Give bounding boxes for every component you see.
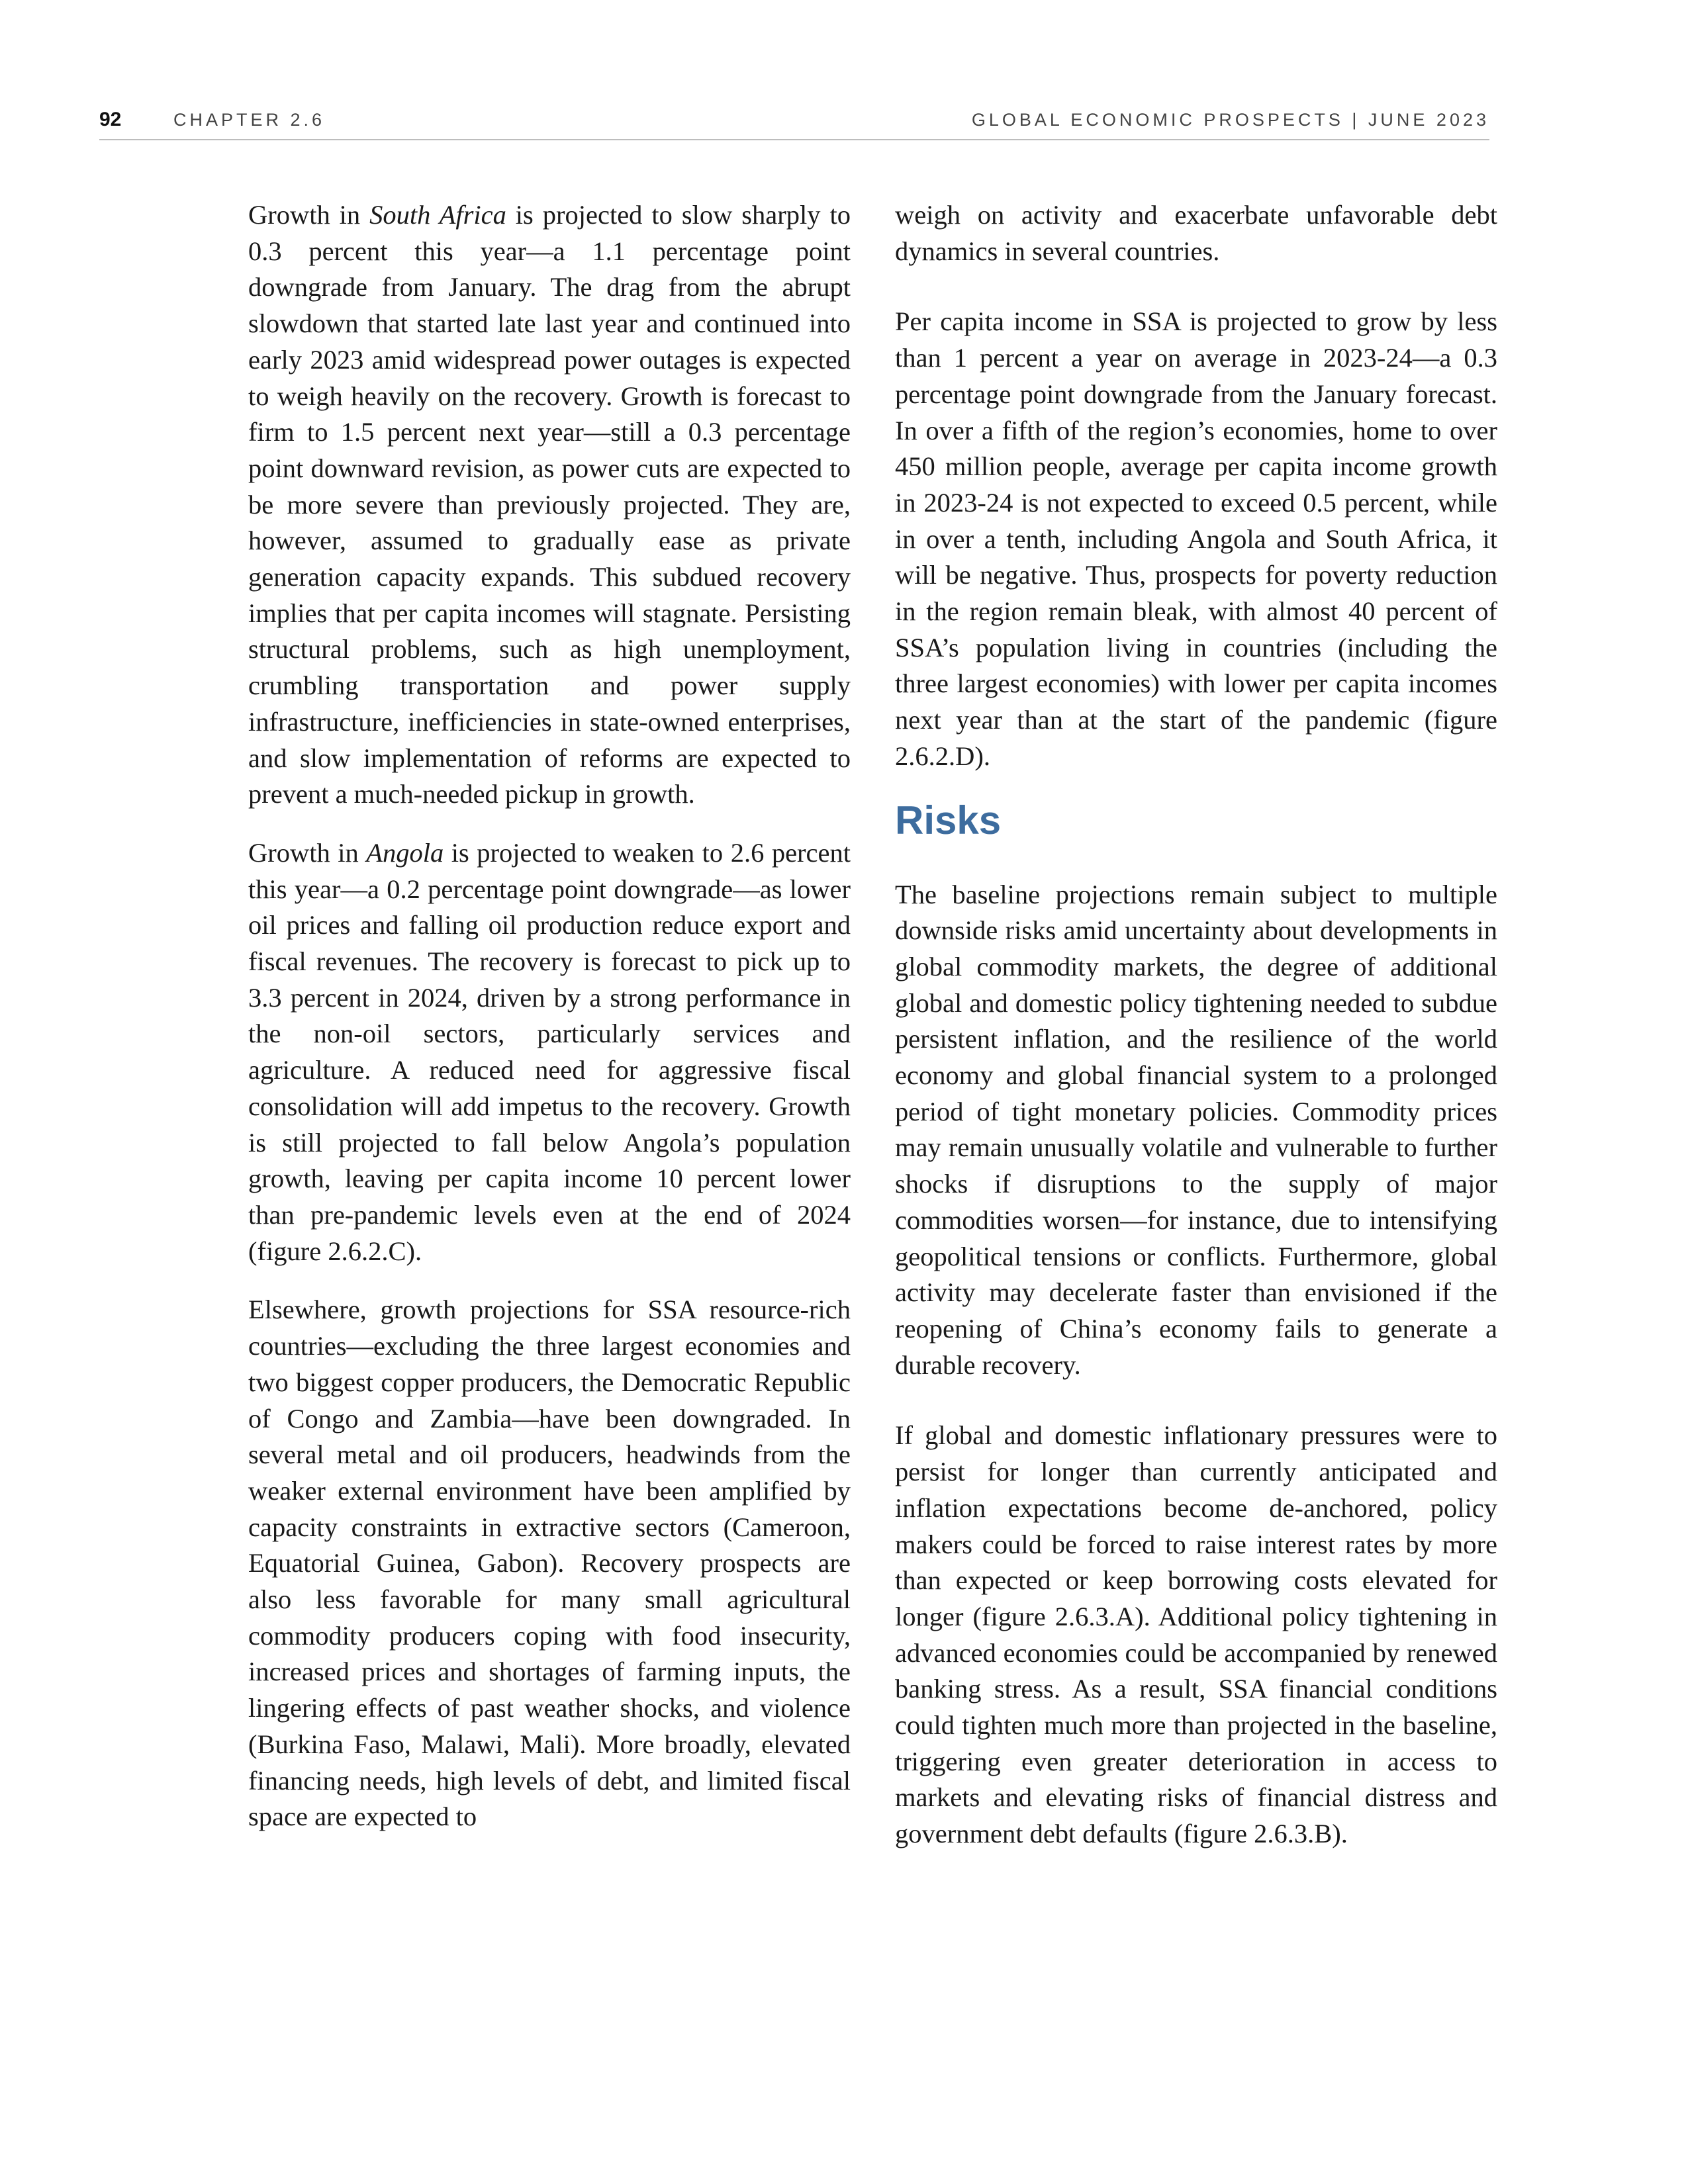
country-name: South Africa [369, 200, 506, 230]
country-name: Angola [366, 837, 444, 868]
section-heading-risks: Risks [895, 797, 1002, 842]
paragraph-risks-baseline: The baseline projections remain subject to multiple downside risks amid uncertainty about developments in global commodity markets, the degree of additional global and domestic policy tightening needed to subdue persistent inflation, and the resilience of the world economy and global financial system to a prolonged period of tight monetary policies. Commodity prices may remain unusually volatile and vulnerable to further shocks if disruptions to the supply of major commodities worsen—for instance, due to intensifying geopolitical tensions or conflicts. Furthermore, global activity may decelerate faster than envisioned if the reopening of China’s economy fails to generate a durable recovery. [895, 879, 1497, 1380]
chapter-label: CHAPTER 2.6 [173, 110, 326, 130]
right-column [895, 197, 1497, 1875]
left-column [248, 197, 851, 1858]
page-header [99, 99, 1489, 140]
page-number: 92 [99, 109, 122, 130]
paragraph-south-africa: Growth in South Africa is projected to slow sharply to 0.3 percent this year—a 1.1 percentage point downgrade from January. The drag from the abrupt slowdown that started late last year and continued into early 2023 amid widespread power outages is expected to weigh heavily on the recovery. Growth is forecast to firm to 1.5 percent next year—still a 0.3 percentage point downward revision, as power cuts are expected to be more severe than previously projected. They are, however, assumed to gradually ease as private generation capacity expands. This subdued recovery implies that per capita incomes will stagnate. Persisting structural problems, such as high unemployment, crumbling transportation and power supply infrastructure, inefficiencies in state-owned enterprises, and slow implementation of reforms are expected to prevent a much-needed pickup in growth. [248, 200, 851, 809]
paragraph-continuation: weigh on activity and exacerbate unfavorable debt dynamics in several countries. [895, 200, 1497, 266]
paragraph-resource-rich: Elsewhere, growth projections for SSA resource-rich countries—excluding the three largest economies and two biggest copper producers, the Democratic Republic of Congo and Zambia—have been downgraded. In several metal and oil producers, headwinds from the weaker external environment have been amplified by capacity constraints in extractive sectors (Cameroon, Equatorial Guinea, Gabon). Recovery prospects are also less favorable for many small agricultural commodity producers coping with food insecurity, increased prices and shortages of farming inputs, the lingering effects of past weather shocks, and violence (Burkina Faso, Malawi, Mali). More broadly, elevated financing needs, high levels of debt, and limited fiscal space are expected to [248, 1295, 851, 1832]
paragraph-angola: Growth in Angola is projected to weaken to 2.6 percent this year—a 0.2 percentage point downgrade—as lower oil prices and falling oil production reduce export and fiscal revenues. The recovery is forecast to pick up to 3.3 percent in 2024, driven by a strong performance in the non-oil sectors, particularly services and agriculture. A reduced need for aggressive fiscal consolidation will add impetus to the recovery. Growth is still projected to fall below Angola’s population growth, leaving per capita income 10 percent lower than pre-pandemic levels even at the end of 2024 (figure 2.6.2.C). [248, 837, 851, 1266]
running-title: GLOBAL ECONOMIC PROSPECTS | JUNE 2023 [971, 110, 1489, 130]
paragraph-per-capita: Per capita income in SSA is projected to grow by less than 1 percent a year on average in 2023-24—a 0.3 percentage point downgrade from the January forecast. In over a fifth of the region’s economies, home to over 450 million people, average per capita income growth in 2023-24 is not expected to exceed 0.5 percent, while in over a tenth, including Angola and South Africa, it will be negative. Thus, prospects for poverty reduction in the region remain bleak, with almost 40 percent of SSA’s population living in countries (including the three largest economies) with lower per capita incomes next year than at the start of the pandemic (figure 2.6.2.D). [895, 306, 1497, 771]
paragraph-risks-inflation: If global and domestic inflationary pressures were to persist for longer than currently anticipated and inflation expectations become de-anchored, policy makers could be forced to raise interest rates by more than expected or keep borrowing costs elevated for longer (figure 2.6.3.A). Additional policy tightening in advanced economies could be accompanied by renewed banking stress. As a result, SSA financial conditions could tighten much more than projected in the baseline, triggering even greater deterioration in access to markets and elevating risks of financial distress and government debt defaults (figure 2.6.3.B). [895, 1420, 1497, 1849]
